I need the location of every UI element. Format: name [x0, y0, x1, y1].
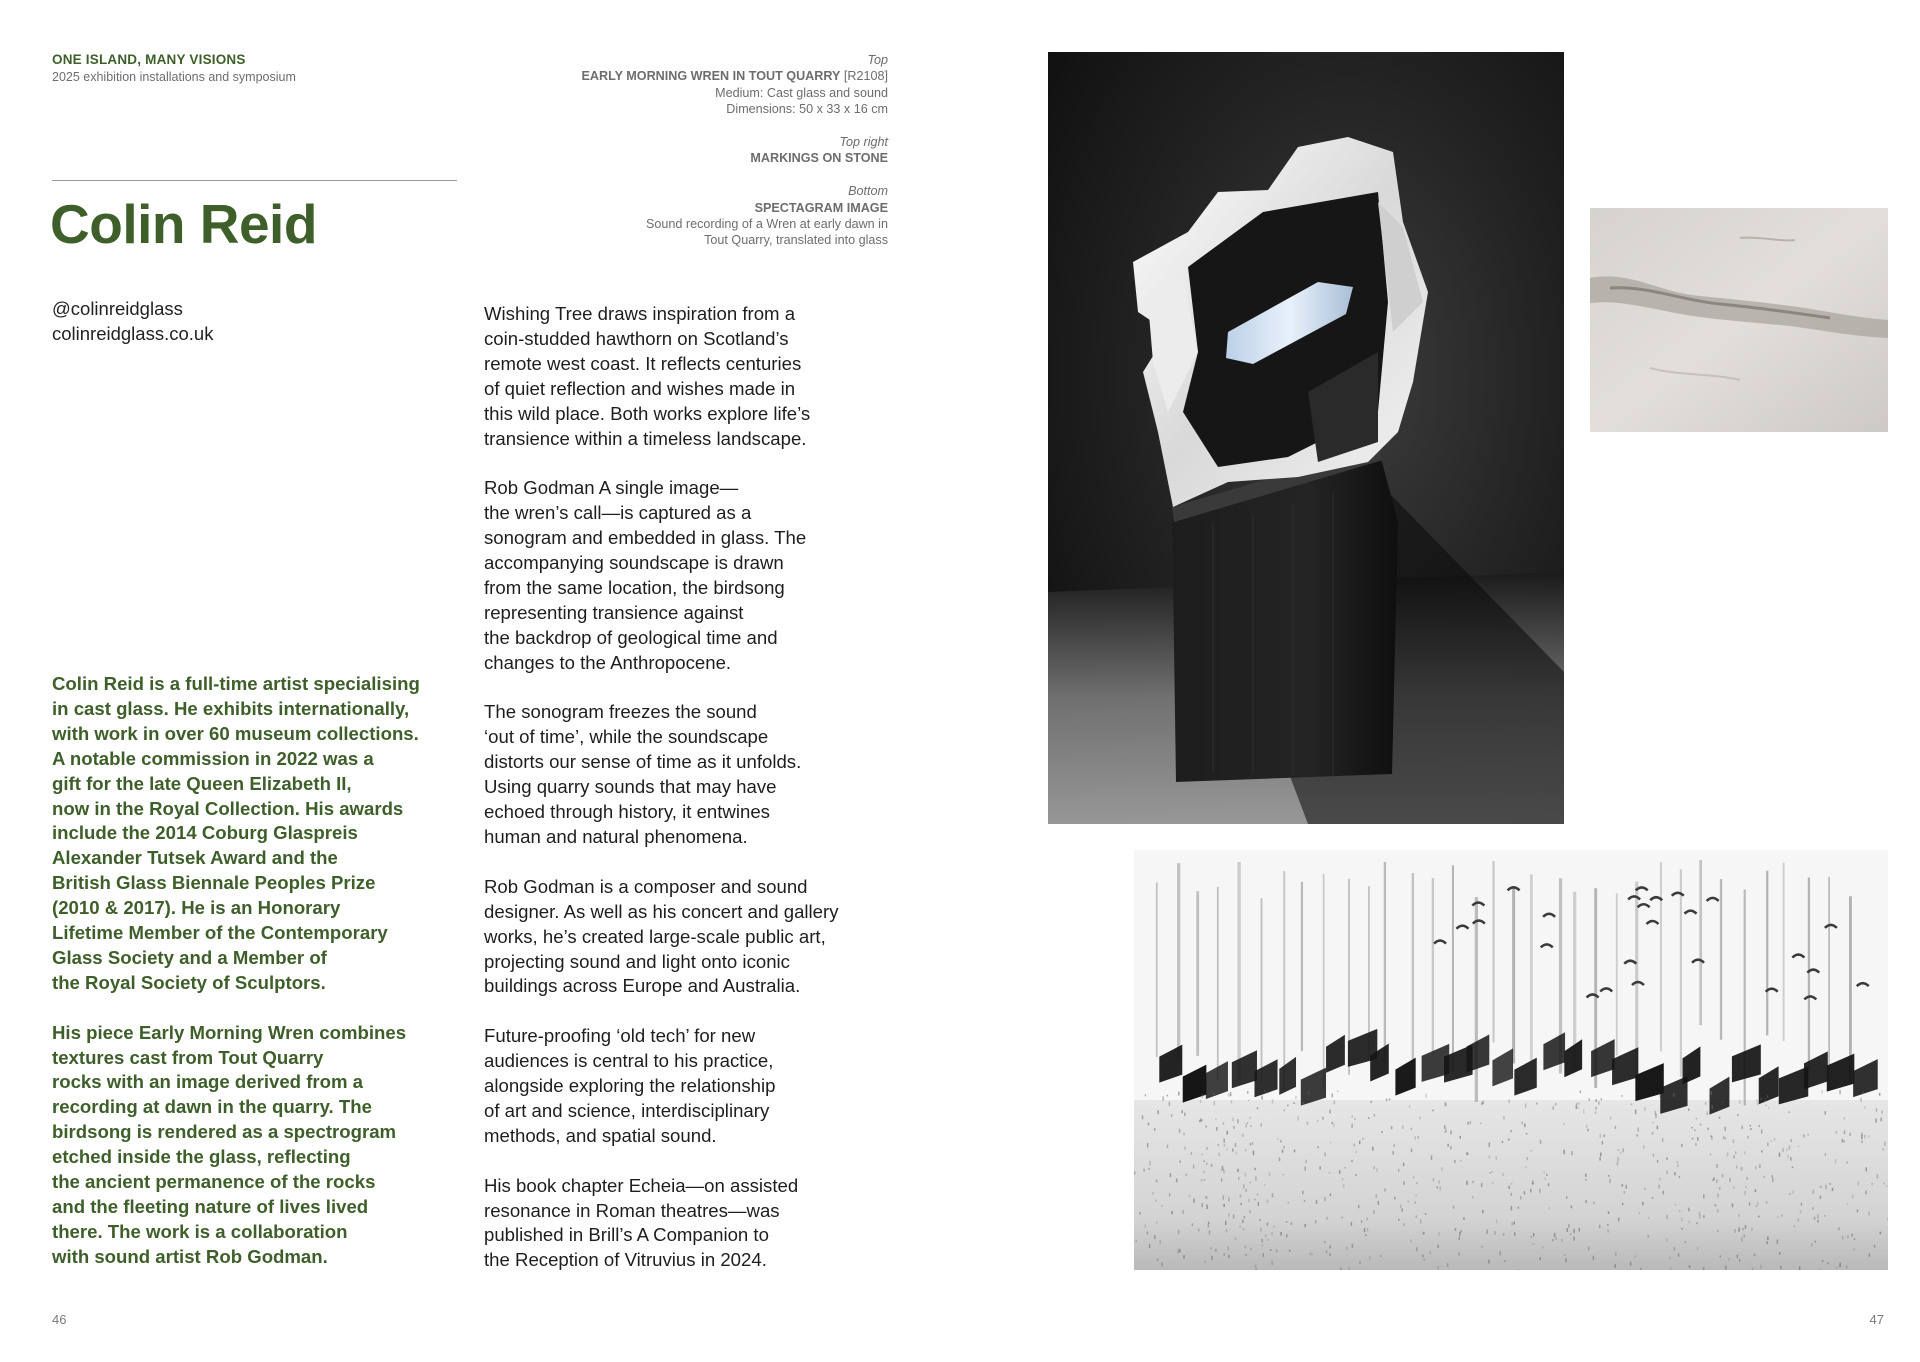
body-paragraph [484, 875, 904, 1000]
bio-line: the Royal Society of Sculptors. [52, 971, 326, 993]
bio-line: with sound artist Rob Godman. [52, 1245, 328, 1267]
bio-line: Alexander Tutsek Award and the [52, 847, 338, 869]
bio-line: His piece Early Morning Wren combines [52, 1021, 407, 1043]
body-line: Wishing Tree draws inspiration from a [484, 303, 796, 324]
publication-subtitle: 2025 exhibition installations and symposium [52, 70, 296, 84]
body-line: works, he’s created large-scale public art, [484, 925, 826, 947]
page-number-right: 47 [1869, 1312, 1884, 1327]
body-line: buildings across Europe and Australia. [484, 975, 801, 997]
body-line: methods, and spatial sound. [484, 1124, 717, 1146]
caption-position: Top right [839, 135, 888, 150]
caption-medium: Medium: Cast glass and sound [715, 85, 888, 100]
title-divider [52, 180, 457, 181]
body-line: published in Brill’s A Companion to [484, 1224, 769, 1246]
body-line: sonogram and embedded in glass. The [484, 527, 807, 549]
bio-line: Lifetime Member of the Contemporary [52, 922, 388, 944]
body-paragraph [484, 1024, 904, 1149]
caption-position: Bottom [848, 184, 888, 199]
bio-line: Colin Reid is a full-time artist specialising [52, 673, 420, 694]
website-link[interactable]: colinreidglass.co.uk [52, 323, 214, 344]
body-paragraph [484, 1174, 904, 1274]
caption-code: [R2108] [840, 69, 888, 84]
bio-paragraph [52, 672, 462, 996]
body-line: the Reception of Vitruvius in 2024. [484, 1249, 767, 1271]
body-paragraph [484, 476, 904, 675]
bio-line: etched inside the glass, reflecting [52, 1146, 351, 1168]
body-line: changes to the Anthropocene. [484, 651, 732, 673]
body-line: coin-studded hawthorn on Scotland’s [484, 327, 789, 349]
bio-line: include the 2014 Coburg Glaspreis [52, 822, 358, 844]
bio-line: textures cast from Tout Quarry [52, 1046, 324, 1068]
bio-line: the ancient permanence of the rocks [52, 1171, 376, 1193]
body-line: from the same location, the birdsong [484, 576, 785, 598]
body-line: ‘out of time’, while the soundscape [484, 726, 769, 748]
body-line: distorts our sense of time as it unfolds. [484, 751, 802, 773]
body-line: human and natural phenomena. [484, 826, 748, 847]
bio-line: in cast glass. He exhibits internationally, [52, 697, 410, 719]
spectrogram-photo [1134, 850, 1888, 1270]
bio-line: Glass Society and a Member of [52, 946, 327, 968]
body-line: accompanying soundscape is drawn [484, 552, 784, 574]
bio-line: A notable commission in 2022 was a [52, 747, 374, 769]
sculpture-photo [1048, 52, 1564, 824]
bio-line: (2010 & 2017). He is an Honorary [52, 897, 341, 919]
body-paragraph [484, 302, 904, 451]
body-line: projecting sound and light onto iconic [484, 950, 790, 972]
instagram-handle[interactable]: @colinreidglass [52, 298, 183, 319]
body-line: Rob Godman A single image— [484, 477, 739, 499]
bio-line: with work in over 60 museum collections. [52, 722, 419, 744]
body-line: of art and science, interdisciplinary [484, 1099, 770, 1121]
stone-markings-photo [1590, 208, 1888, 432]
body-line: the wren’s call—is captured as a [484, 502, 752, 524]
body-line: resonance in Roman theatres—was [484, 1199, 780, 1221]
bio-line: now in the Royal Collection. His awards [52, 797, 404, 819]
image-captions [470, 52, 888, 265]
bio-line: gift for the late Queen Elizabeth II, [52, 772, 352, 794]
caption-position: Top [867, 53, 888, 67]
bio-line: and the fleeting nature of lives lived [52, 1196, 369, 1218]
page-number-left: 46 [52, 1312, 67, 1327]
caption-description: Sound recording of a Wren at early dawn in [646, 217, 888, 232]
bio-line: British Glass Biennale Peoples Prize [52, 872, 376, 894]
bio-line: there. The work is a collaboration [52, 1220, 348, 1242]
caption-top [470, 52, 888, 118]
body-line: audiences is central to his practice, [484, 1050, 774, 1072]
body-line: echoed through history, it entwines [484, 801, 770, 823]
body-line: The sonogram freezes the sound [484, 701, 757, 723]
artist-name: Colin Reid [50, 193, 317, 255]
body-line: transience within a timeless landscape. [484, 427, 807, 449]
body-line: remote west coast. It reflects centuries [484, 352, 802, 374]
body-line: this wild place. Both works explore life’s [484, 402, 811, 424]
caption-title: EARLY MORNING WREN IN TOUT QUARRY [581, 69, 841, 84]
caption-bottom [470, 183, 888, 249]
artist-bio [52, 672, 462, 1295]
body-line: of quiet reflection and wishes made in [484, 377, 796, 399]
body-line: the backdrop of geological time and [484, 626, 778, 648]
bio-line: birdsong is rendered as a spectrogram [52, 1121, 397, 1143]
body-text [484, 302, 904, 1298]
bio-line: rocks with an image derived from a [52, 1071, 364, 1093]
body-line: alongside exploring the relationship [484, 1075, 776, 1097]
publication-title: ONE ISLAND, MANY VISIONS [52, 52, 246, 67]
body-line: Future-proofing ‘old tech’ for new [484, 1025, 756, 1047]
bio-line: recording at dawn in the quarry. The [52, 1096, 372, 1118]
body-paragraph [484, 700, 904, 849]
body-line: His book chapter Echeia—on assisted [484, 1174, 799, 1196]
caption-description: Tout Quarry, translated into glass [704, 233, 888, 248]
body-line: Using quarry sounds that may have [484, 776, 777, 798]
body-line: Rob Godman is a composer and sound [484, 875, 808, 897]
caption-title: MARKINGS ON STONE [750, 151, 888, 166]
body-line: representing transience against [484, 601, 744, 623]
caption-dimensions: Dimensions: 50 x 33 x 16 cm [726, 102, 888, 117]
caption-title: SPECTAGRAM IMAGE [754, 200, 888, 215]
caption-top-right [470, 134, 888, 167]
bio-paragraph [52, 1021, 462, 1270]
body-line: designer. As well as his concert and gallery [484, 900, 839, 922]
